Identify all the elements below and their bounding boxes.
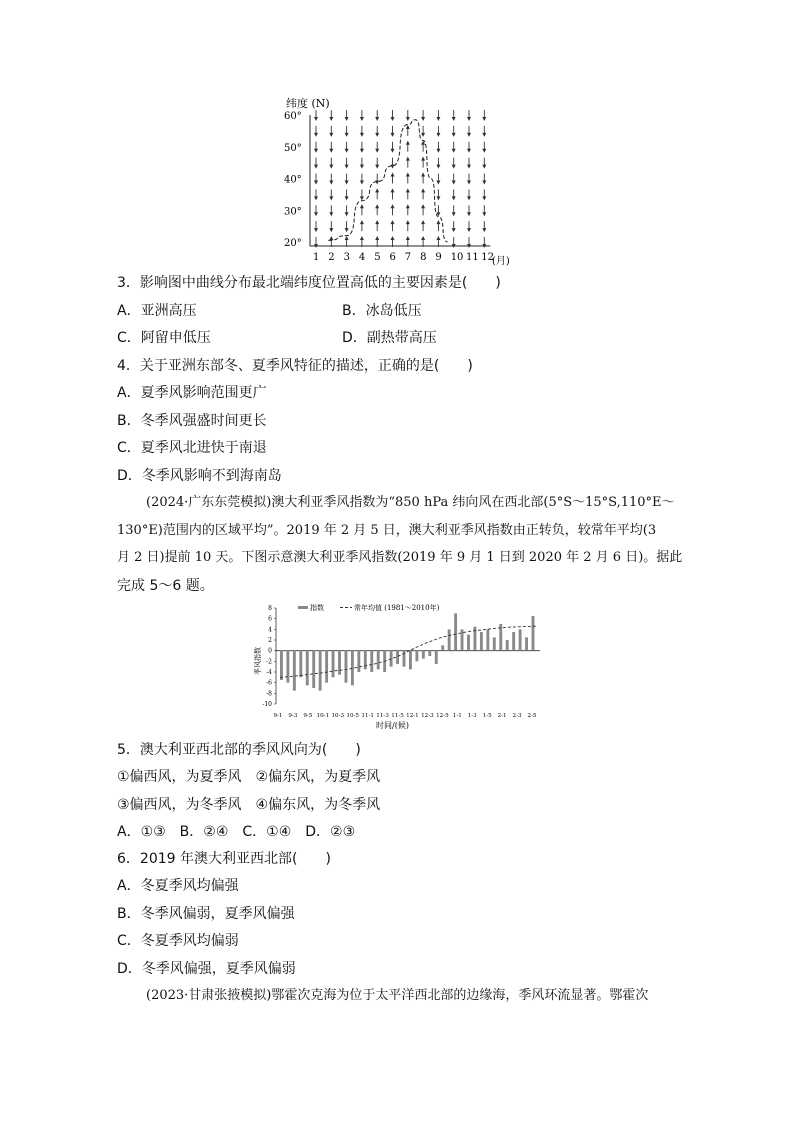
wind-arrowhead xyxy=(391,188,395,192)
index-bar xyxy=(486,629,489,650)
x-tick-label: 1-5 xyxy=(482,713,492,719)
month-unit-label: (月) xyxy=(492,256,510,267)
wind-arrowhead xyxy=(421,157,425,161)
material-line-1: (2024·广东东莞模拟)澳大利亚季风指数为“850 hPa 纬向风在西北部(5°S～15°S,110°E～ xyxy=(146,495,675,510)
wind-arrowhead xyxy=(436,220,440,224)
wind-arrowhead xyxy=(452,149,456,153)
wind-arrowhead xyxy=(345,117,349,121)
y-tick-label: -8 xyxy=(266,690,272,698)
chart-legend xyxy=(298,603,440,612)
lat-tick-label: 30° xyxy=(284,206,302,218)
x-tick-label: 2-5 xyxy=(527,713,537,719)
index-bar xyxy=(428,651,431,656)
index-bar xyxy=(525,637,528,650)
wind-arrowhead xyxy=(467,149,471,153)
wind-arrowhead xyxy=(329,236,333,240)
index-bar xyxy=(357,651,360,672)
wind-arrowhead xyxy=(436,181,440,185)
lat-tick-label: 50° xyxy=(284,142,302,154)
q6-option-d: D．冬季风偏强，夏季风偏弱 xyxy=(117,961,296,977)
wind-arrowhead xyxy=(345,181,349,185)
wind-arrowhead xyxy=(360,181,364,185)
index-bar xyxy=(532,616,535,651)
y-tick-label: 6 xyxy=(268,615,272,623)
index-bar xyxy=(422,651,425,659)
wind-arrowhead xyxy=(314,165,318,169)
wind-arrowhead xyxy=(345,196,349,200)
x-tick-label: 9-1 xyxy=(273,713,283,719)
wind-arrowhead xyxy=(452,196,456,200)
monsoon-index-chart xyxy=(248,600,554,734)
wind-arrowhead xyxy=(482,196,486,200)
index-bar xyxy=(415,651,418,662)
wind-arrowhead xyxy=(452,212,456,216)
wind-arrowhead xyxy=(345,149,349,153)
wind-arrowhead xyxy=(391,173,395,177)
q5-choices: A．①③ B．②④ C．①④ D．②③ xyxy=(117,824,356,840)
wind-arrowhead xyxy=(436,117,440,121)
q5-options-2: ③偏西风，为冬季风 ④偏东风，为冬季风 xyxy=(117,797,381,813)
wind-arrowhead xyxy=(482,165,486,169)
wind-arrowhead xyxy=(452,165,456,169)
wind-arrowhead xyxy=(452,133,456,137)
x-tick-label: 9-3 xyxy=(288,713,298,719)
wind-arrowhead xyxy=(482,181,486,185)
wind-arrowhead xyxy=(314,212,318,216)
wind-arrowhead xyxy=(314,117,318,121)
x-tick-label: 1-1 xyxy=(452,713,462,719)
wind-arrowhead xyxy=(452,117,456,121)
q4-stem: 4．关于亚洲东部冬、夏季风特征的描述，正确的是( ) xyxy=(117,358,473,374)
q6-option-b: B．冬季风偏弱，夏季风偏强 xyxy=(117,906,295,922)
wind-arrowhead xyxy=(467,196,471,200)
q3-option-a: A．亚洲高压 xyxy=(117,303,197,319)
index-bar xyxy=(280,651,283,680)
wind-arrowhead xyxy=(329,133,333,137)
wind-arrowhead xyxy=(360,204,364,208)
wind-arrowhead xyxy=(421,236,425,240)
wind-arrowhead xyxy=(406,188,410,192)
wind-arrowhead xyxy=(375,204,379,208)
wind-arrowhead xyxy=(436,236,440,240)
wind-arrowhead xyxy=(436,133,440,137)
wind-arrowhead xyxy=(360,220,364,224)
lat-tick-label: 20° xyxy=(284,238,302,249)
wind-arrowhead xyxy=(406,173,410,177)
index-bar xyxy=(396,651,399,664)
wind-arrowhead xyxy=(345,165,349,169)
wind-arrowhead xyxy=(482,228,486,232)
month-tick-label: 11 xyxy=(466,252,479,263)
q6-option-a: A．冬夏季风均偏强 xyxy=(117,878,239,894)
wind-arrowhead xyxy=(314,196,318,200)
index-bar xyxy=(293,651,296,691)
wind-arrowhead xyxy=(452,181,456,185)
x-tick-label: 11-1 xyxy=(361,713,374,719)
index-bar xyxy=(467,635,470,651)
wind-arrowhead xyxy=(482,117,486,121)
wind-arrowhead xyxy=(421,220,425,224)
wind-arrowhead xyxy=(406,204,410,208)
wind-arrowhead xyxy=(375,181,379,185)
wind-arrowhead xyxy=(391,117,395,121)
wind-arrows xyxy=(314,110,486,248)
q4-option-c: C．夏季风北进快于南退 xyxy=(117,440,267,456)
index-bar xyxy=(351,651,354,686)
wind-arrowhead xyxy=(467,133,471,137)
q5-stem: 5．澳大利亚西北部的季风风向为( ) xyxy=(117,742,361,758)
wind-arrowhead xyxy=(482,212,486,216)
wind-arrowhead xyxy=(421,204,425,208)
q4-option-b: B．冬季风强盛时间更长 xyxy=(117,413,267,429)
index-bar xyxy=(299,651,302,678)
index-bar xyxy=(364,651,367,670)
y-tick-label: -4 xyxy=(266,669,272,676)
wind-arrowhead xyxy=(421,133,425,137)
y-tick-label: 0 xyxy=(268,647,272,655)
wind-arrowhead xyxy=(421,188,425,192)
y-tick-label: 8 xyxy=(268,605,272,612)
latitude-month-chart xyxy=(280,92,520,268)
wind-arrowhead xyxy=(375,188,379,192)
month-tick-label: 8 xyxy=(420,252,427,263)
q6-option-c: C．冬夏季风均偏弱 xyxy=(117,933,239,949)
index-bar xyxy=(312,651,315,688)
index-bar xyxy=(512,632,515,651)
index-bar xyxy=(338,651,341,675)
wind-arrowhead xyxy=(391,236,395,240)
month-tick-label: 1 xyxy=(313,252,320,263)
wind-arrowhead xyxy=(391,133,395,137)
index-bar xyxy=(519,629,522,650)
index-bar xyxy=(441,645,444,650)
wind-arrowhead xyxy=(391,165,395,169)
latitude-axis-label: 纬度 (N) xyxy=(286,97,330,110)
index-bar xyxy=(409,651,412,670)
wind-arrowhead xyxy=(360,165,364,169)
wind-arrowhead xyxy=(452,228,456,232)
wind-arrowhead xyxy=(360,236,364,240)
wind-arrowhead xyxy=(329,228,333,232)
x-tick-label: 11-5 xyxy=(391,713,404,719)
wind-arrowhead xyxy=(345,133,349,137)
wind-arrowhead xyxy=(345,228,349,232)
y-tick-label: -2 xyxy=(266,658,272,666)
wind-arrowhead xyxy=(421,117,425,121)
wind-arrowhead xyxy=(375,117,379,121)
x-tick-label: 9-5 xyxy=(303,713,313,719)
wind-arrowhead xyxy=(314,228,318,232)
wind-arrowhead xyxy=(406,125,410,129)
wind-arrowhead xyxy=(329,117,333,121)
wind-arrowhead xyxy=(436,165,440,169)
wind-arrowhead xyxy=(467,212,471,216)
index-bar xyxy=(448,629,451,650)
month-tick-label: 3 xyxy=(343,252,350,263)
q3-option-b: B．冰岛低压 xyxy=(342,303,422,319)
x-tick-label: 2-1 xyxy=(497,713,507,719)
month-tick-label: 4 xyxy=(358,252,366,263)
wind-arrowhead xyxy=(391,204,395,208)
wind-arrowhead xyxy=(391,220,395,224)
x-axis-title: 时间/(候) xyxy=(376,721,409,730)
month-tick-label: 12 xyxy=(481,252,495,263)
index-bar xyxy=(332,651,335,678)
index-bar xyxy=(370,651,373,672)
q4-option-a: A．夏季风影响范围更广 xyxy=(117,385,267,401)
wind-arrowhead xyxy=(391,149,395,153)
index-bar xyxy=(454,613,457,650)
lat-tick-label: 40° xyxy=(284,174,302,186)
wind-arrowhead xyxy=(329,196,333,200)
y-tick-label: -10 xyxy=(262,701,272,708)
x-tick-label: 1-3 xyxy=(467,713,477,719)
month-tick-label: 9 xyxy=(435,252,442,263)
x-tick-label: 10-1 xyxy=(316,713,330,719)
lat-tick-label: 60° xyxy=(284,111,302,122)
wind-arrowhead xyxy=(329,165,333,169)
wind-arrowhead xyxy=(482,133,486,137)
wind-arrowhead xyxy=(360,117,364,121)
wind-arrowhead xyxy=(436,149,440,153)
wind-arrowhead xyxy=(482,149,486,153)
wind-arrowhead xyxy=(329,149,333,153)
wind-arrowhead xyxy=(360,196,364,200)
month-tick-label: 7 xyxy=(404,252,412,263)
wind-arrowhead xyxy=(436,196,440,200)
index-bar xyxy=(286,651,289,683)
index-bar xyxy=(325,651,328,683)
wind-arrowhead xyxy=(360,133,364,137)
x-tick-label: 11-3 xyxy=(376,713,389,719)
y-tick-label: 4 xyxy=(268,626,272,634)
q5-options-1: ①偏西风，为夏季风 ②偏东风，为夏季风 xyxy=(117,769,381,785)
month-tick-label: 5 xyxy=(374,252,381,263)
index-bar xyxy=(306,651,309,686)
wind-arrowhead xyxy=(375,133,379,137)
wind-arrowhead xyxy=(421,173,425,177)
wind-arrowhead xyxy=(329,212,333,216)
wind-arrowhead xyxy=(406,141,410,145)
x-tick-label: 12-5 xyxy=(436,713,449,719)
wind-arrowhead xyxy=(329,181,333,185)
wind-arrowhead xyxy=(375,236,379,240)
wind-arrowhead xyxy=(375,165,379,169)
wind-arrowhead xyxy=(345,212,349,216)
month-tick-label: 6 xyxy=(389,252,396,263)
wind-arrowhead xyxy=(345,236,349,240)
x-tick-label: 10-5 xyxy=(346,713,359,719)
wind-arrowhead xyxy=(467,117,471,121)
index-bar xyxy=(345,651,348,683)
wind-arrowhead xyxy=(467,165,471,169)
x-tick-label: 12-1 xyxy=(406,713,419,719)
q3-option-c: C．阿留申低压 xyxy=(117,330,211,346)
x-tick-label: 12-3 xyxy=(421,713,434,719)
wind-arrowhead xyxy=(467,181,471,185)
index-bar xyxy=(493,637,496,650)
wind-arrowhead xyxy=(406,220,410,224)
x-tick-label: 2-3 xyxy=(512,713,522,719)
index-bar xyxy=(506,640,509,651)
wind-arrowhead xyxy=(406,157,410,161)
wind-arrowhead xyxy=(467,228,471,232)
wind-arrowhead xyxy=(375,149,379,153)
wind-arrowhead xyxy=(314,149,318,153)
wind-arrowhead xyxy=(360,149,364,153)
wind-arrowhead xyxy=(314,133,318,137)
material-line-2: 130°E)范围内的区域平均”。2019 年 2 月 5 日，澳大利亚季风指数由正转负，较常年平均(3 xyxy=(117,523,657,538)
index-bar xyxy=(377,651,380,670)
index-bar xyxy=(435,651,438,664)
y-tick-label: -6 xyxy=(266,679,272,687)
wind-arrowhead xyxy=(375,220,379,224)
x-tick-label: 10-3 xyxy=(331,713,345,719)
month-tick-label: 10 xyxy=(450,252,464,263)
wind-arrowhead xyxy=(406,117,410,121)
y-tick-label: 2 xyxy=(268,637,272,644)
index-bar xyxy=(480,632,483,651)
y-axis-title: 季风指数 xyxy=(254,647,262,675)
q3-option-d: D．副热带高压 xyxy=(342,330,437,346)
normal-average-line xyxy=(280,626,536,677)
index-bar xyxy=(319,651,322,691)
month-tick-label: 2 xyxy=(328,252,335,263)
material2-line-1: (2023·甘肃张掖模拟)鄂霍次克海为位于太平洋西北部的边缘海，季风环流显著。鄂霍次 xyxy=(146,988,649,1003)
q6-stem: 6．2019 年澳大利亚西北部( ) xyxy=(117,851,331,867)
wind-arrowhead xyxy=(314,181,318,185)
wind-arrowhead xyxy=(406,236,410,240)
material-line-4: 完成 5～6 题。 xyxy=(117,578,214,594)
legend-normal: 常年均值 (1981～2010年) xyxy=(354,604,440,612)
q3-stem: 3．影响图中曲线分布最北端纬度位置高低的主要因素是( ) xyxy=(117,275,501,291)
material-line-3: 月 2 日)提前 10 天。下图示意澳大利亚季风指数(2019 年 9 月 1 日到 2020 年 2 月 6 日)。据此 xyxy=(117,550,683,565)
q4-option-d: D．冬季风影响不到海南岛 xyxy=(117,468,282,484)
legend-index: 指数 xyxy=(310,604,324,612)
